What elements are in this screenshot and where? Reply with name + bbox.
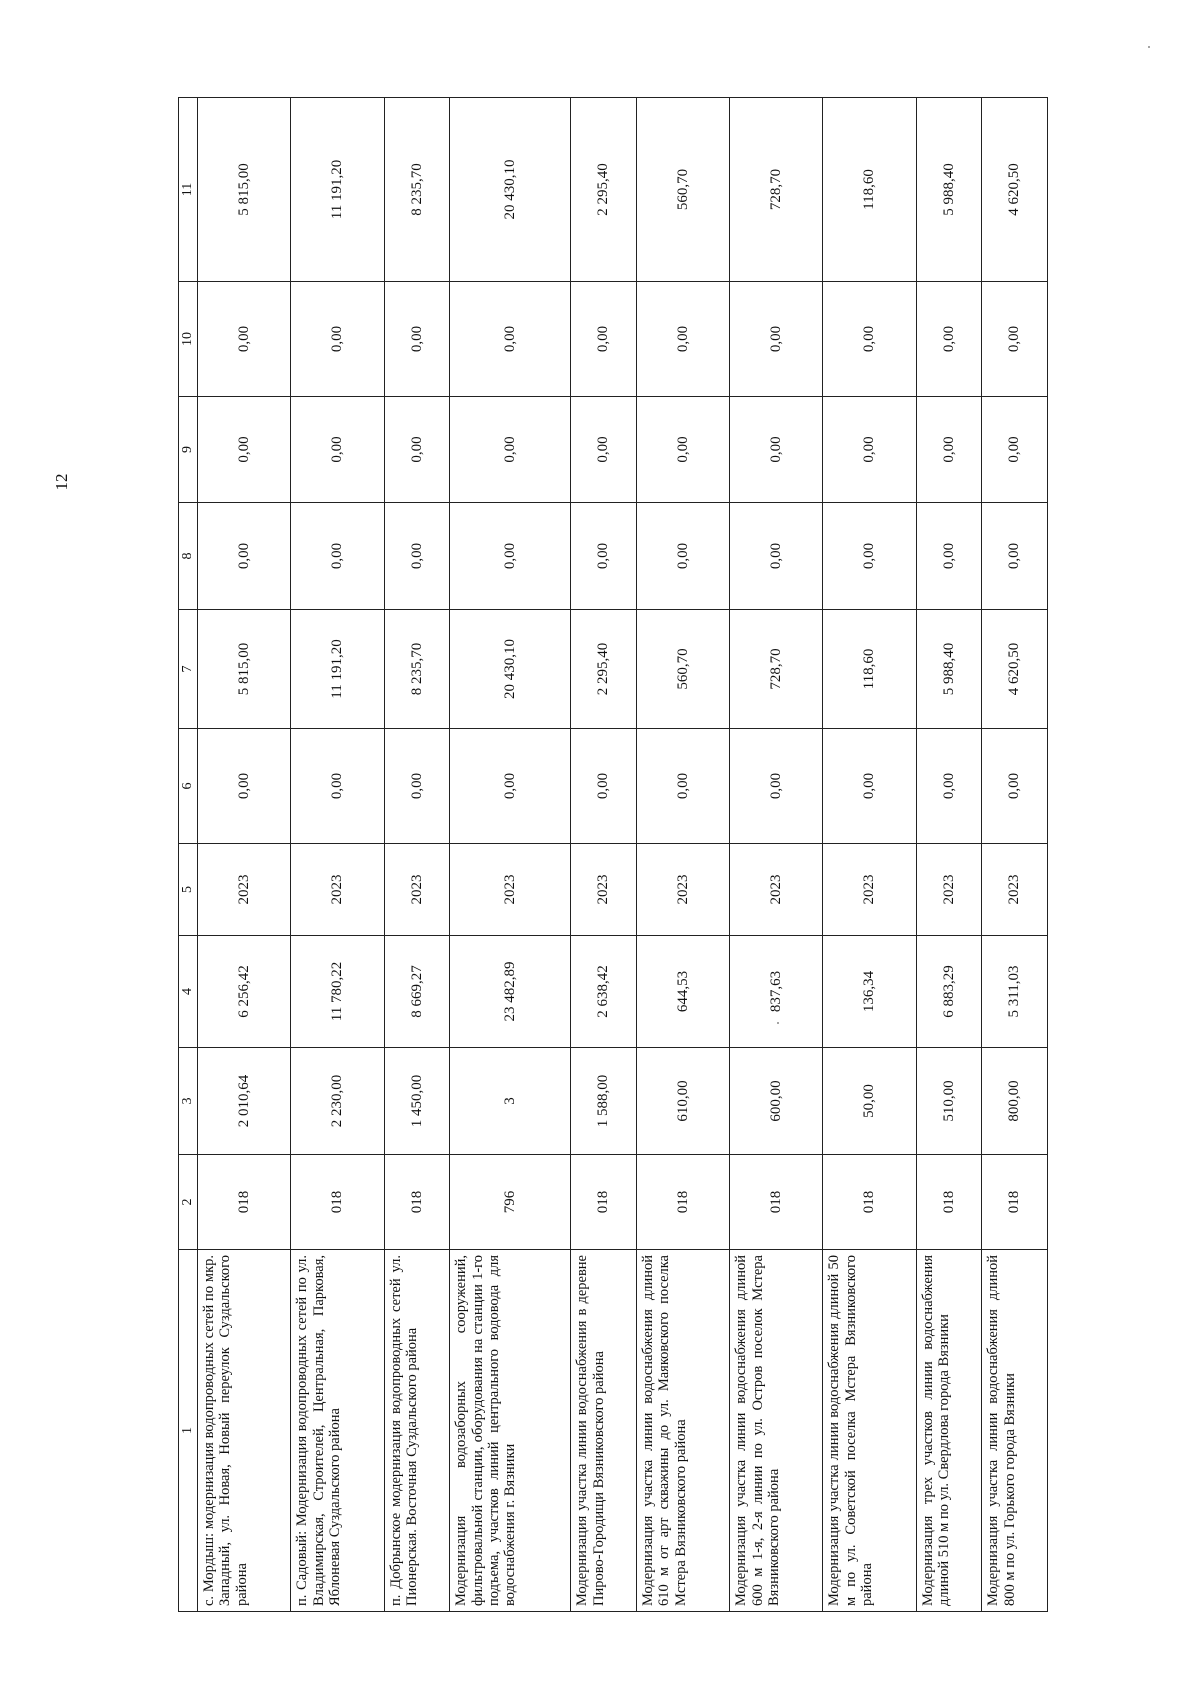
investment-program-table: [178, 97, 1048, 1612]
value-cell-col-7: 4 620,50: [982, 610, 1048, 729]
value-cell-col-4: 644,53: [636, 936, 729, 1048]
value-cell-col-5: 2023: [636, 844, 729, 936]
project-name-cell: Модернизация участка линии водоснабжения длиной 600 м 1-я, 2-я линии по ул. Остров поселок Мстера Вязниковского района: [730, 1250, 823, 1612]
value-cell-col-2: 018: [291, 1155, 384, 1250]
project-name-cell: Модернизация участка линии водоснабжения в деревне Пирово-Городищи Вязниковского района: [571, 1250, 637, 1612]
column-number-1: 1: [179, 1250, 198, 1612]
value-cell-col-5: 2023: [730, 844, 823, 936]
value-cell-col-2: 018: [384, 1155, 450, 1250]
value-cell-col-4: 8 669,27: [384, 936, 450, 1048]
column-number-3: 3: [179, 1048, 198, 1155]
value-cell-col-6: 0,00: [450, 729, 571, 844]
table-row: [571, 98, 637, 1612]
value-cell-col-3: 600,00: [730, 1048, 823, 1155]
project-name-cell: с. Мордыш: модернизация водопроводных сетей по мкр. Западный, ул. Новая, Новый переулок Суздальского района: [198, 1250, 291, 1612]
column-number-8: 8: [179, 503, 198, 610]
value-cell-col-6: 0,00: [916, 729, 982, 844]
value-cell-col-11: 5 815,00: [198, 98, 291, 282]
column-number-4: 4: [179, 936, 198, 1048]
value-cell-col-7: 8 235,70: [384, 610, 450, 729]
value-cell-col-9: 0,00: [384, 397, 450, 503]
scan-speck: [1148, 46, 1150, 48]
value-cell-col-9: 0,00: [823, 397, 916, 503]
value-cell-col-11: 11 191,20: [291, 98, 384, 282]
value-cell-col-8: 0,00: [198, 503, 291, 610]
project-name-cell: Модернизация участка линии водоснабжения длиной 610 м от арт скважины до ул. Маяковского поселка Мстера Вязниковского района: [636, 1250, 729, 1612]
project-name-cell: Модернизация участка линии водоснабжения длиной 800 м по ул. Горького города Вязники: [982, 1250, 1048, 1612]
value-cell-col-3: 3: [450, 1048, 571, 1155]
value-cell-col-8: 0,00: [571, 503, 637, 610]
value-cell-col-5: 2023: [571, 844, 637, 936]
value-cell-col-6: 0,00: [571, 729, 637, 844]
value-cell-col-9: 0,00: [982, 397, 1048, 503]
value-cell-col-5: 2023: [450, 844, 571, 936]
value-cell-col-4: 23 482,89: [450, 936, 571, 1048]
value-cell-col-8: 0,00: [823, 503, 916, 610]
value-cell-col-9: 0,00: [636, 397, 729, 503]
value-cell-col-4: 6 883,29: [916, 936, 982, 1048]
project-name-cell: Модернизация водозаборных сооружений, фильтровальной станции, оборудования на станции 1-го подъема, участков линий центрального водовода для водоснабжения г. Вязники: [450, 1250, 571, 1612]
value-cell-col-7: 728,70: [730, 610, 823, 729]
value-cell-col-8: 0,00: [982, 503, 1048, 610]
table-row: [384, 98, 450, 1612]
column-number-7: 7: [179, 610, 198, 729]
column-number-9: 9: [179, 397, 198, 503]
value-cell-col-3: 1 450,00: [384, 1048, 450, 1155]
column-number-6: 6: [179, 729, 198, 844]
value-cell-col-9: 0,00: [571, 397, 637, 503]
value-cell-col-2: 018: [823, 1155, 916, 1250]
value-cell-col-6: 0,00: [730, 729, 823, 844]
value-cell-col-7: 118,60: [823, 610, 916, 729]
table-row: [636, 98, 729, 1612]
value-cell-col-5: 2023: [384, 844, 450, 936]
value-cell-col-9: 0,00: [916, 397, 982, 503]
value-cell-col-9: 0,00: [730, 397, 823, 503]
value-cell-col-10: 0,00: [450, 282, 571, 397]
page-number: 12: [52, 473, 71, 491]
value-cell-col-6: 0,00: [982, 729, 1048, 844]
value-cell-col-10: 0,00: [291, 282, 384, 397]
value-cell-col-8: 0,00: [384, 503, 450, 610]
value-cell-col-7: 2 295,40: [571, 610, 637, 729]
value-cell-col-7: 20 430,10: [450, 610, 571, 729]
value-cell-col-5: 2023: [198, 844, 291, 936]
value-cell-col-10: 0,00: [636, 282, 729, 397]
value-cell-col-3: 610,00: [636, 1048, 729, 1155]
column-number-row: [179, 98, 198, 1612]
value-cell-col-2: 018: [730, 1155, 823, 1250]
table-row: [198, 98, 291, 1612]
value-cell-col-11: 4 620,50: [982, 98, 1048, 282]
value-cell-col-8: 0,00: [916, 503, 982, 610]
rotated-table-container: [178, 98, 1048, 1612]
value-cell-col-4: 136,34: [823, 936, 916, 1048]
value-cell-col-2: 018: [198, 1155, 291, 1250]
value-cell-col-4: 5 311,03: [982, 936, 1048, 1048]
project-name-cell: Модернизация трех участков линии водоснабжения длиной 510 м по ул. Свердлова города Вязники: [916, 1250, 982, 1612]
value-cell-col-8: 0,00: [730, 503, 823, 610]
value-cell-col-2: 018: [982, 1155, 1048, 1250]
value-cell-col-10: 0,00: [384, 282, 450, 397]
project-name-cell: Модернизация участка линии водоснабжения длиной 50 м по ул. Советской поселка Мстера Вязниковского района: [823, 1250, 916, 1612]
value-cell-col-6: 0,00: [823, 729, 916, 844]
value-cell-col-4: 2 638,42: [571, 936, 637, 1048]
value-cell-col-10: 0,00: [571, 282, 637, 397]
value-cell-col-10: 0,00: [198, 282, 291, 397]
value-cell-col-11: 5 988,40: [916, 98, 982, 282]
value-cell-col-8: 0,00: [636, 503, 729, 610]
value-cell-col-11: 728,70: [730, 98, 823, 282]
value-cell-col-7: 560,70: [636, 610, 729, 729]
value-cell-col-7: 5 988,40: [916, 610, 982, 729]
value-cell-col-11: 8 235,70: [384, 98, 450, 282]
value-cell-col-6: 0,00: [198, 729, 291, 844]
value-cell-col-11: 118,60: [823, 98, 916, 282]
value-cell-col-9: 0,00: [450, 397, 571, 503]
table-row: [982, 98, 1048, 1612]
column-number-10: 10: [179, 282, 198, 397]
column-number-5: 5: [179, 844, 198, 936]
value-cell-col-2: 018: [571, 1155, 637, 1250]
project-name-cell: п. Добрынское модернизация водопроводных сетей ул. Пионерская. Восточная Суздальского района: [384, 1250, 450, 1612]
value-cell-col-10: 0,00: [982, 282, 1048, 397]
value-cell-col-4: 11 780,22: [291, 936, 384, 1048]
value-cell-col-11: 20 430,10: [450, 98, 571, 282]
value-cell-col-3: 510,00: [916, 1048, 982, 1155]
value-cell-col-5: 2023: [291, 844, 384, 936]
value-cell-col-2: 796: [450, 1155, 571, 1250]
value-cell-col-9: 0,00: [291, 397, 384, 503]
table-body: [198, 98, 1048, 1612]
value-cell-col-5: 2023: [982, 844, 1048, 936]
table-row: [450, 98, 571, 1612]
value-cell-col-9: 0,00: [198, 397, 291, 503]
project-name-cell: п. Садовый: Модернизация водопроводных сетей по ул. Владимирская, Строителей, Центральная, Парковая, Яблоневая Суздальского района: [291, 1250, 384, 1612]
value-cell-col-3: 800,00: [982, 1048, 1048, 1155]
table-row: [823, 98, 916, 1612]
value-cell-col-7: 11 191,20: [291, 610, 384, 729]
value-cell-col-5: 2023: [916, 844, 982, 936]
value-cell-col-6: 0,00: [384, 729, 450, 844]
table-row: [730, 98, 823, 1612]
table-row: [291, 98, 384, 1612]
value-cell-col-11: 560,70: [636, 98, 729, 282]
value-cell-col-2: 018: [636, 1155, 729, 1250]
value-cell-col-10: 0,00: [823, 282, 916, 397]
value-cell-col-3: 1 588,00: [571, 1048, 637, 1155]
column-number-11: 11: [179, 98, 198, 282]
value-cell-col-6: 0,00: [636, 729, 729, 844]
value-cell-col-10: 0,00: [916, 282, 982, 397]
table-row: [916, 98, 982, 1612]
value-cell-col-3: 2 230,00: [291, 1048, 384, 1155]
value-cell-col-4: 6 256,42: [198, 936, 291, 1048]
value-cell-col-7: 5 815,00: [198, 610, 291, 729]
value-cell-col-6: 0,00: [291, 729, 384, 844]
value-cell-col-2: 018: [916, 1155, 982, 1250]
value-cell-col-8: 0,00: [450, 503, 571, 610]
value-cell-col-10: 0,00: [730, 282, 823, 397]
value-cell-col-3: 50,00: [823, 1048, 916, 1155]
value-cell-col-11: 2 295,40: [571, 98, 637, 282]
value-cell-col-5: 2023: [823, 844, 916, 936]
column-number-2: 2: [179, 1155, 198, 1250]
value-cell-col-4: 837,63: [730, 936, 823, 1048]
value-cell-col-8: 0,00: [291, 503, 384, 610]
value-cell-col-3: 2 010,64: [198, 1048, 291, 1155]
